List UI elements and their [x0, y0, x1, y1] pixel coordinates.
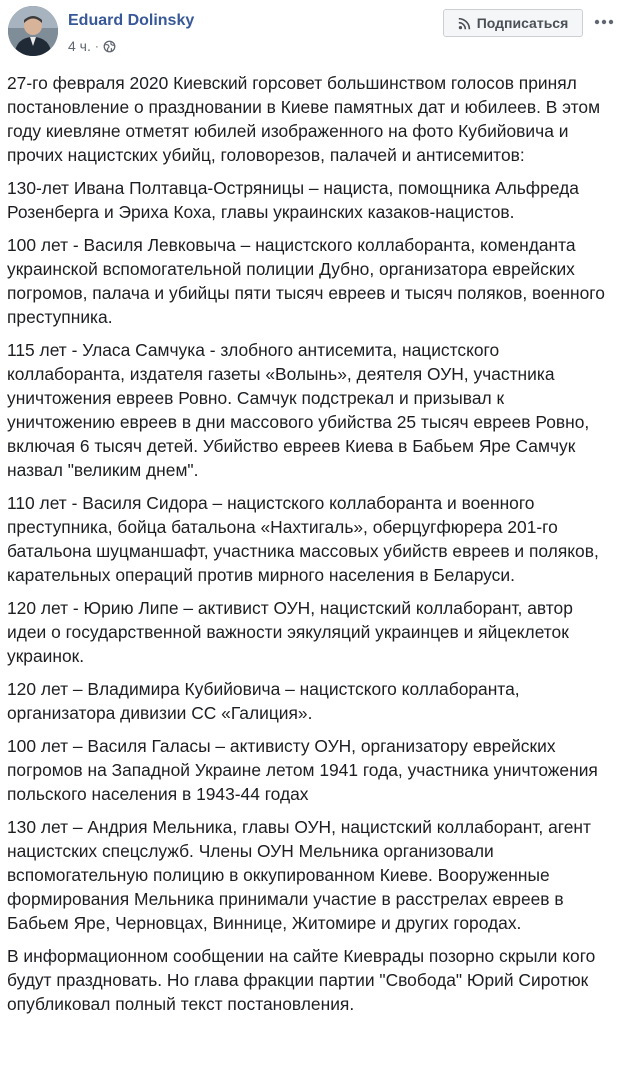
post-header — [0, 0, 620, 66]
post-paragraph: 27-го февраля 2020 Киевский горсовет большинством голосов принял постановление о праздновании в Киеве памятных дат и юбилеев. В этом году киевляне отметят юбилей изображенного на фото Кубийовича и прочих нацистских убийц, головорезов, палачей и антисемитов: — [7, 73, 601, 165]
post-paragraph: В информационном сообщении на сайте Киеврады позорно скрыли кого будут праздновать. Но глава фракции партии "Свобода" Юрий Сиротюк опубликовал полный текст постановления. — [7, 946, 596, 1014]
post-time[interactable]: 4 ч. — [68, 38, 91, 54]
globe-icon[interactable] — [103, 40, 116, 53]
post-paragraph: 130-лет Ивана Полтавца-Остряницы – нациста, помощника Альфреда Розенберга и Эриха Коха, главы украинских казаков-нацистов. — [7, 178, 579, 222]
post-paragraph: 120 лет - Юрию Липе – активист ОУН, нацистский коллаборант, автор идеи о государственной важности эякуляций украинцев и яйцеклеток украинок. — [7, 598, 573, 666]
avatar-image — [8, 6, 58, 56]
more-icon[interactable] — [592, 10, 616, 34]
meta-separator: · — [94, 39, 99, 53]
avatar[interactable] — [8, 6, 58, 56]
post-paragraph: 130 лет – Андрия Мельника, главы ОУН, нацистский коллаборант, агент нацистских спецслужб. Члены ОУН Мельника организовали вспомогательную полицию в оккупированном Киеве. Вооруженные формирования Мельника принимали участие в расстрелах евреев в Бабьем Яре, Черновцах, Виннице, Житомире и других городах. — [7, 817, 591, 933]
post-paragraph: 100 лет – Василя Галасы – активисту ОУН, организатору еврейских погромов на Западной Украине летом 1941 года, участника уничтожения польского населения в 1943-44 годах — [7, 736, 598, 804]
post-paragraph: 100 лет - Василя Левковыча – нацистского коллаборанта, коменданта украинской вспомогательной полиции Дубно, организатора еврейских погромов, палача и убийцы пяти тысяч евреев и тысяч поляков, военного преступника. — [7, 235, 605, 327]
post-paragraph: 110 лет - Василя Сидора – нацистского коллаборанта и военного преступника, бойца батальона «Нахтигаль», оберцугфюрера 201-го батальона шуцманшафт, участника массовых убийств евреев и поляков, карательных операций против мирного населения в Беларуси. — [7, 493, 599, 585]
post-paragraph: 120 лет – Владимира Кубийовича – нацистского коллаборанта, организатора дивизии СС «Галиция». — [7, 679, 520, 723]
subscribe-label: Подписаться — [476, 15, 569, 31]
author-name[interactable]: Eduard Dolinsky — [68, 12, 195, 29]
rss-icon — [458, 17, 471, 30]
post-paragraph: 115 лет - Уласа Самчука - злобного антисемита, нацистского коллаборанта, издателя газеты «Волынь», деятеля ОУН, участника уничтожения евреев Ровно. Самчук подстрекал и призывал к уничтожению евреев в дни массового убийства 25 тысяч евреев Ровно, включая 6 тысяч детей. Убийство евреев Киева в Бабьем Яре Самчук назвал "великим днем". — [7, 340, 590, 480]
subscribe-button[interactable] — [443, 9, 583, 37]
post-meta — [68, 38, 116, 54]
post-content — [7, 71, 607, 1025]
